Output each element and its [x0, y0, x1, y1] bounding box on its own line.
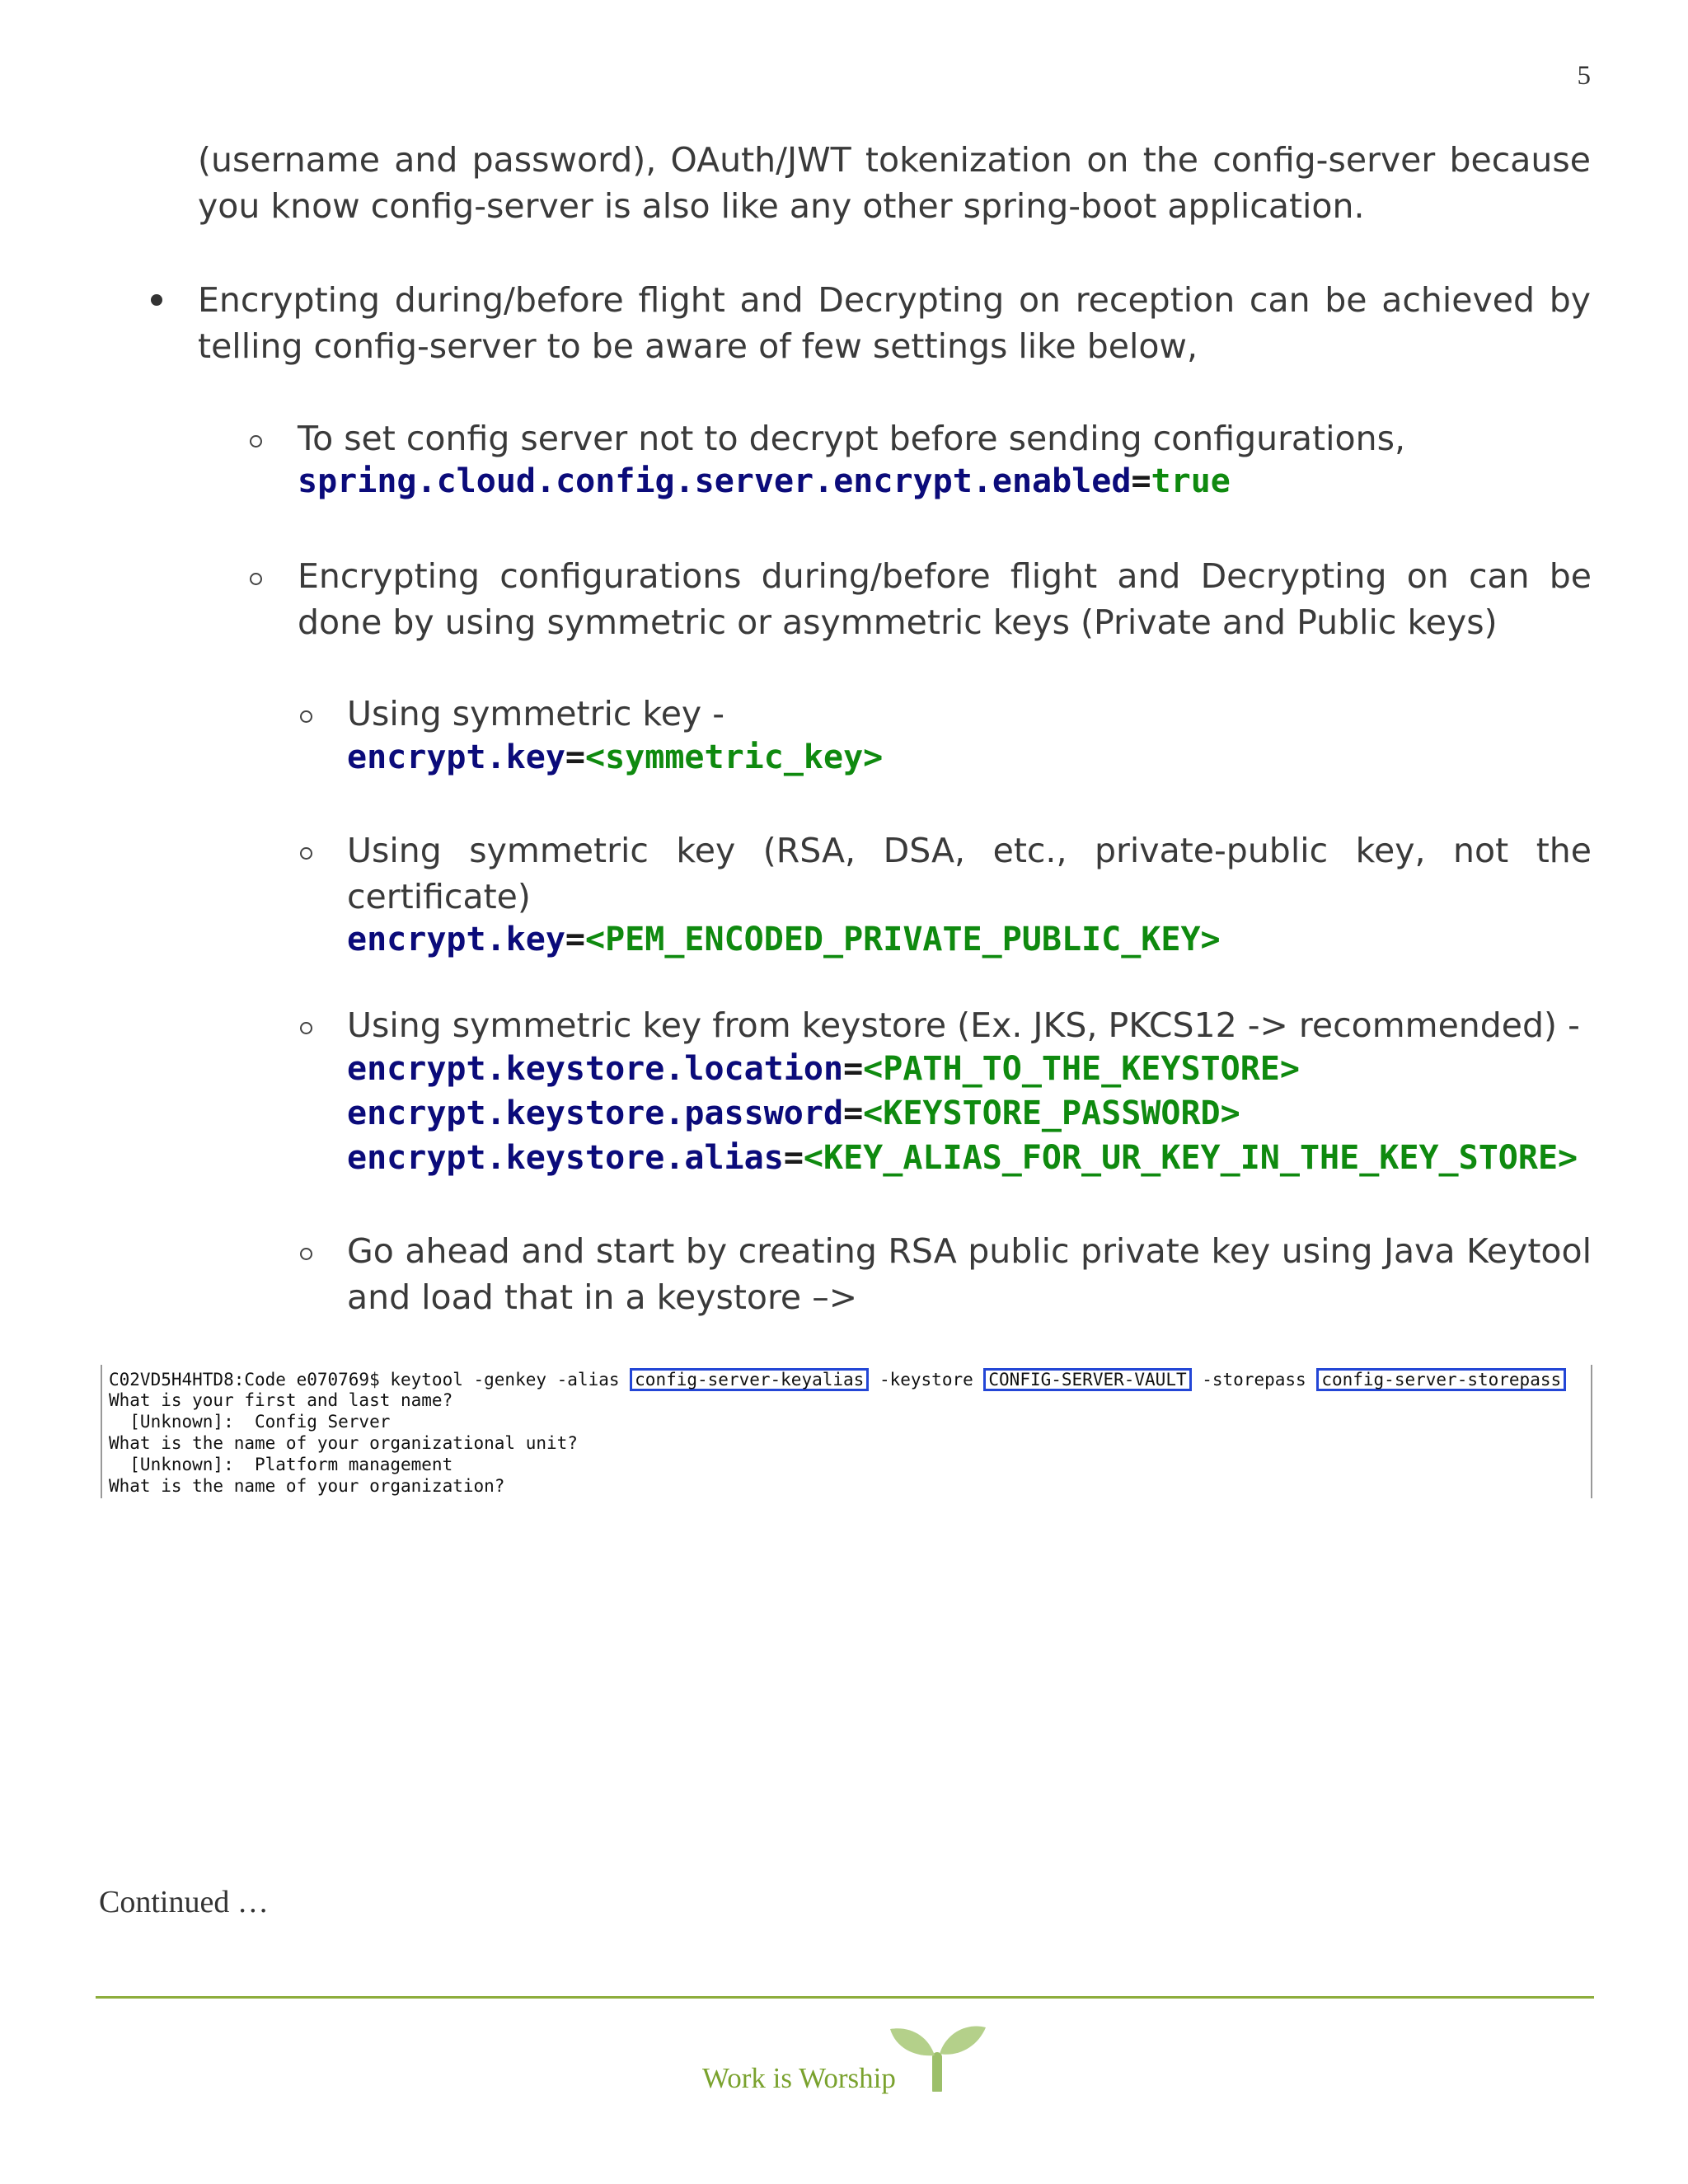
code-eq: = [843, 1094, 864, 1132]
alias-highlight: config-server-keyalias [630, 1368, 869, 1391]
code-eq: = [565, 738, 585, 776]
footer-text: Work is Worship [702, 2062, 896, 2094]
bullet-dot [151, 294, 162, 306]
terminal-screenshot [101, 1365, 1592, 1498]
code-eq: = [1131, 462, 1151, 500]
code-value: <KEYSTORE_PASSWORD> [863, 1094, 1240, 1132]
terminal-line: [Unknown]: Platform management [109, 1455, 453, 1474]
sub5-text: Using symmetric key from keystore (Ex. JKS, PKCS12 -> recommended) - [347, 1005, 1580, 1045]
terminal-prompt: C02VD5H4HTD8:Code e070769$ keytool -genkey -alias [109, 1370, 631, 1390]
footer-divider [96, 1996, 1594, 1999]
terminal-line: What is the name of your organization? [109, 1476, 505, 1496]
code-eq: = [843, 1050, 864, 1088]
sub-bullet-ring [300, 710, 312, 723]
code-value: true [1151, 462, 1231, 500]
code-key: spring.cloud.config.server.encrypt.enabled [298, 462, 1132, 500]
code-eq: = [565, 921, 585, 958]
sub1-text: To set config server not to decrypt before sending configurations, [298, 419, 1405, 458]
code-key: encrypt.keystore.location [347, 1050, 844, 1088]
code-key: encrypt.key [347, 921, 565, 958]
keystore-flag: -keystore [869, 1370, 984, 1390]
code-value: <KEY_ALIAS_FOR_UR_KEY_IN_THE_KEY_STORE> [803, 1139, 1578, 1177]
storepass-flag: -storepass [1191, 1370, 1317, 1390]
code-eq: = [783, 1139, 804, 1177]
code-key: encrypt.keystore.alias [347, 1139, 784, 1177]
sub-bullet-ring [300, 1022, 312, 1034]
keystore-highlight: CONFIG-SERVER-VAULT [983, 1368, 1191, 1391]
code-key: encrypt.key [347, 738, 565, 776]
code-value: <PATH_TO_THE_KEYSTORE> [863, 1050, 1300, 1088]
sub3-code [347, 735, 883, 780]
continued-note: Continued … [99, 1885, 269, 1919]
sub-bullet-ring [300, 847, 312, 860]
sprout-logo-icon [885, 2018, 989, 2092]
sub6-text: Go ahead and start by creating RSA public private key using Java Keytool and load that in a keystore –> [347, 1231, 1592, 1317]
sub5-code-line [347, 1136, 1578, 1180]
sub4-text: Using symmetric key (RSA, DSA, etc., private-public key, not the certificate) [347, 831, 1592, 916]
storepass-highlight: config-server-storepass [1316, 1368, 1566, 1391]
sub-bullet-ring [250, 573, 262, 585]
terminal-line: What is your first and last name? [109, 1390, 453, 1410]
code-value: <PEM_ENCODED_PRIVATE_PUBLIC_KEY> [585, 921, 1221, 958]
sub2-text: Encrypting configurations during/before flight and Decrypting on can be done by using symmetric or asymmetric keys (Private and Public keys) [298, 556, 1592, 642]
intro-paragraph: (username and password), OAuth/JWT tokenization on the config-server because you know config-server is also like any other spring-boot application. [198, 140, 1591, 226]
sub-bullet-ring [300, 1248, 312, 1260]
sub4-code [347, 917, 1221, 962]
code-key: encrypt.keystore.password [347, 1094, 844, 1132]
sub3-text: Using symmetric key - [347, 694, 725, 733]
sub1-code [298, 459, 1231, 504]
terminal-command-line [109, 1368, 1566, 1391]
bullet-main-text: Encrypting during/before flight and Decrypting on reception can be achieved by telling config-server to be aware of few settings like below, [198, 280, 1591, 366]
sub5-code-line [347, 1091, 1240, 1136]
terminal-line: [Unknown]: Config Server [109, 1412, 391, 1432]
sub-bullet-ring [250, 435, 262, 448]
page-number: 5 [1577, 61, 1591, 91]
terminal-line: What is the name of your organizational unit? [109, 1433, 578, 1453]
code-value: <symmetric_key> [585, 738, 884, 776]
sub5-code-line [347, 1047, 1300, 1091]
